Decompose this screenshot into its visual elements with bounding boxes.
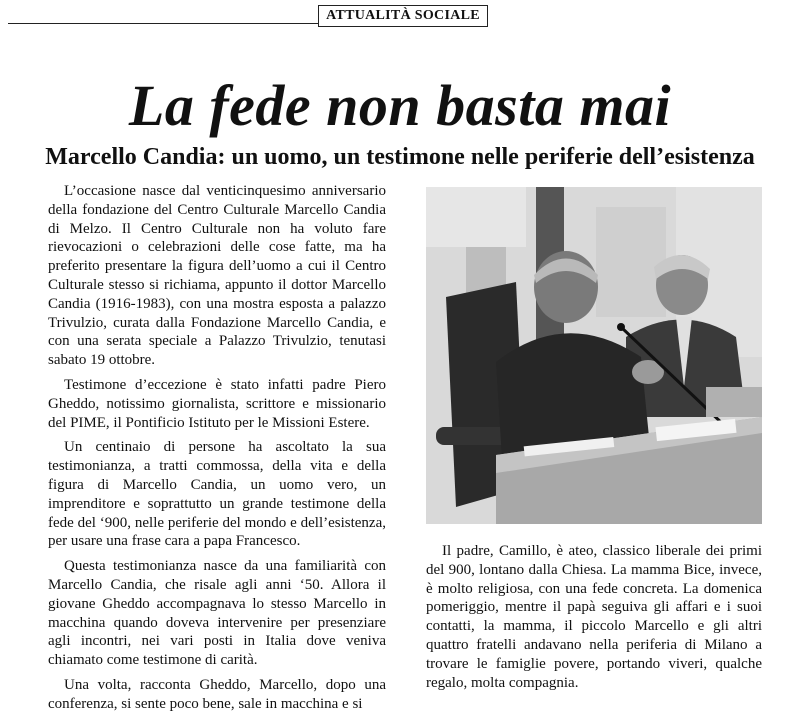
article-column-left bbox=[48, 182, 386, 720]
paragraph: Un centinaio di persone ha ascoltato la sua testimonianza, a tratti commossa, della vita e della figura di Marcello Candia, un uomo vero, un imprenditore e soprattutto un grande testimone della fede del ‘900, nelle periferie del mondo e dell’esistenza, per usare una frase cara a papa Francesco. bbox=[48, 439, 386, 550]
paragraph: L’occasione nasce dal venticinquesimo anniversario della fondazione del Centro Culturale Marcello Candia di Melzo. Il Centro Culturale non ha voluto fare rievocazioni o celebrazioni delle cose fatte, ma ha preferito presentare la figura dell’uomo a cui il Centro Culturale stesso si richiama, appunto il dottor Marcello Candia (1916-1983), con una mostra esposta a palazzo Trivulzio, curata dalla Fondazione Marcello Candia, e con una serata speciale a Palazzo Trivulzio, tenutasi sabato 19 ottobre. bbox=[48, 183, 386, 369]
article-subheadline: Marcello Candia: un uomo, un testimone nelle periferie dell’esistenza bbox=[45, 144, 755, 170]
article-headline: La fede non basta mai bbox=[128, 73, 672, 138]
header-rule bbox=[8, 23, 318, 24]
paragraph: Testimone d’eccezione è stato infatti padre Piero Gheddo, notissimo giornalista, scrittore e missionario del PIME, il Pontificio Istituto per le Missioni Estere. bbox=[48, 376, 386, 431]
section-label: ATTUALITÀ SOCIALE bbox=[318, 5, 488, 27]
article-photo bbox=[426, 187, 762, 524]
paragraph: Questa testimonianza nasce da una familiarità con Marcello Candia, che risale agli anni ‘50. Allora il giovane Gheddo accompagnava lo stesso Marcello in macchina quando doveva intervenire per presenziare agli incontri, nei vari posti in Italia dove veniva chiamato come testimone di carità. bbox=[48, 558, 386, 669]
article-column-right bbox=[426, 542, 762, 698]
photo-speakers-at-table bbox=[426, 187, 762, 524]
paragraph: Il padre, Camillo, è ateo, classico liberale dei primi del 900, lontano dalla Chiesa. La mamma Bice, invece, è molto religiosa, con una fede concreta. La domenica pomeriggio, mentre il papà seguiva gli affari e i suoi contatti, la mamma, il piccolo Marcello e gli altri quattro fratelli andavano nella periferia di Milano a trovare le famiglie povere, portando viveri, qualche regalo, molta compagnia. bbox=[426, 543, 762, 691]
paragraph: Una volta, racconta Gheddo, Marcello, dopo una conferenza, si sente poco bene, sale in macchina e si bbox=[48, 676, 386, 712]
